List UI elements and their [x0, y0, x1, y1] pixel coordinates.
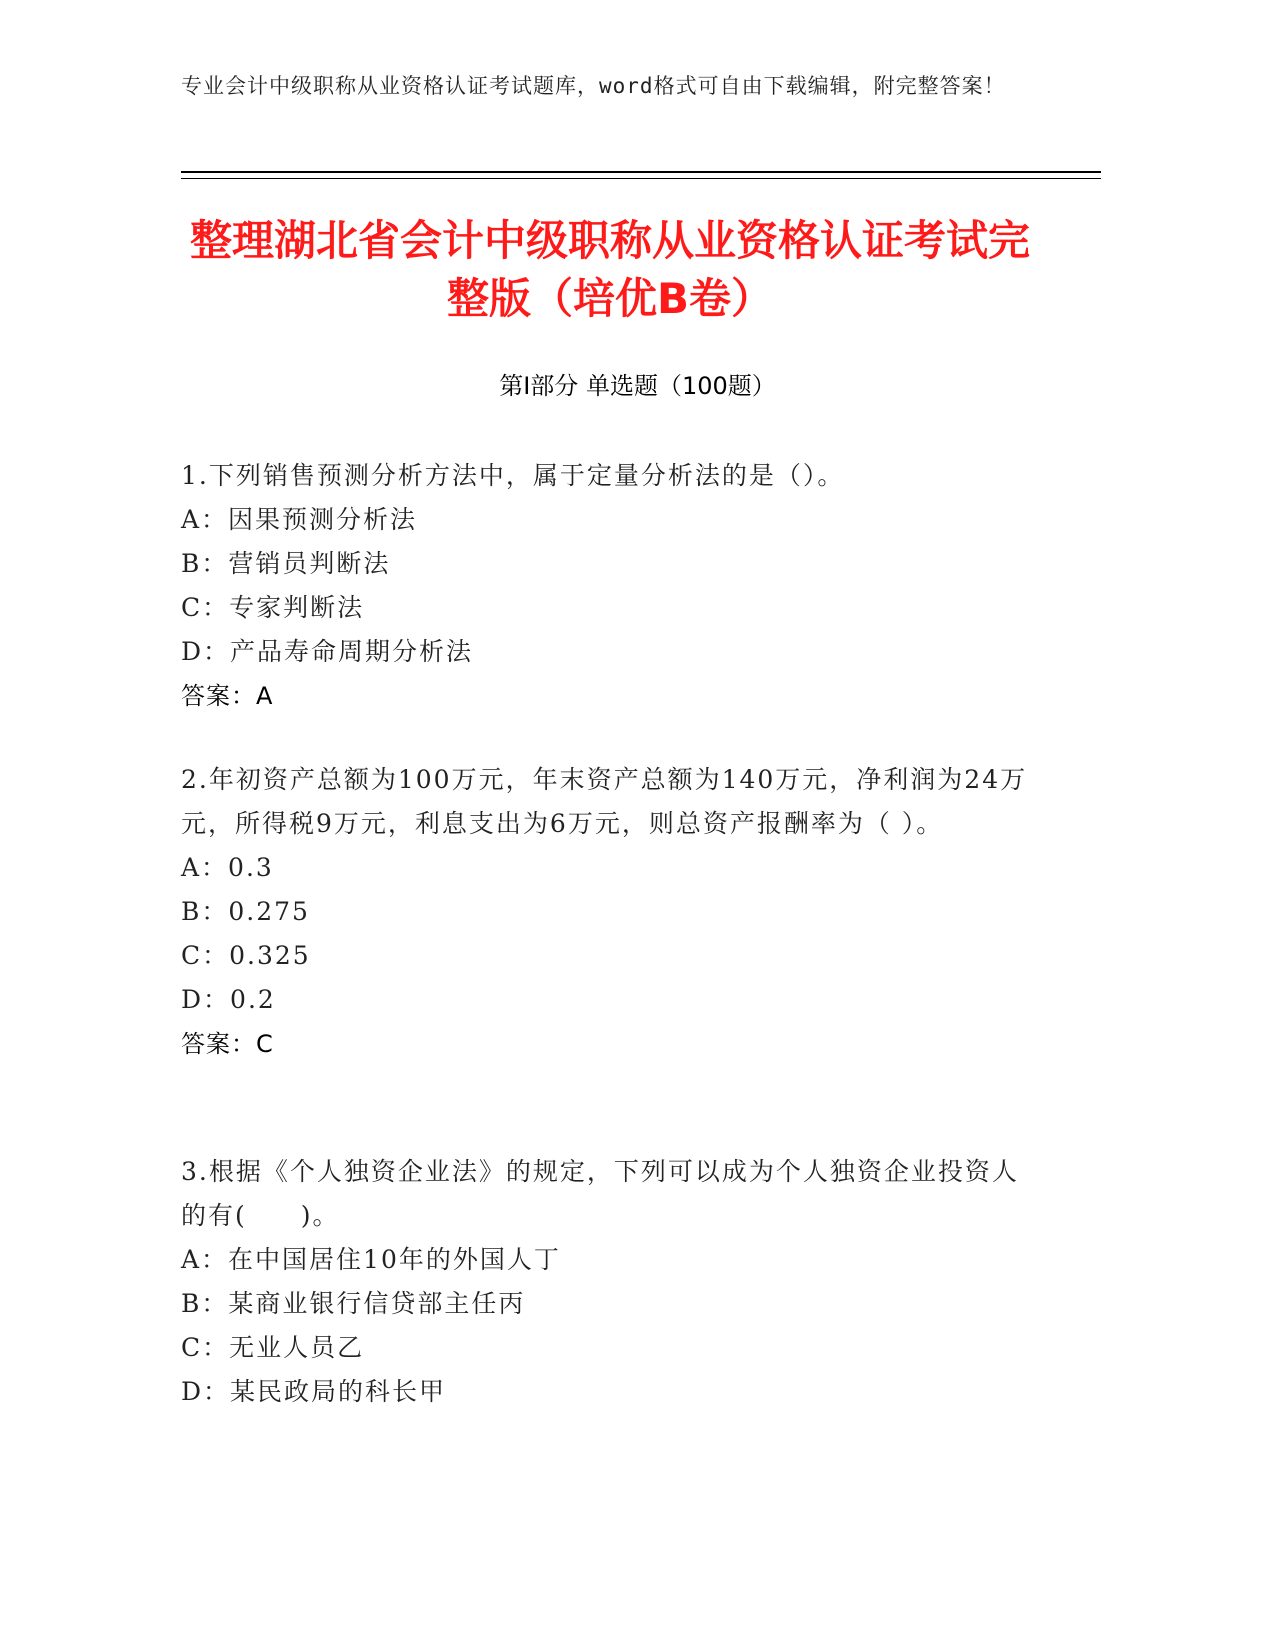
option-b: B：某商业银行信贷部主任丙	[181, 1289, 526, 1318]
header-note: 专业会计中级职称从业资格认证考试题库，word格式可自由下载编辑，附完整答案！	[181, 74, 1006, 98]
question-stem: 3.根据《个人独资企业法》的规定，下列可以成为个人独资企业投资人的有( )。	[181, 1157, 1019, 1230]
section-title: 第I部分 单选题（100题）	[499, 372, 776, 400]
question-3	[181, 1150, 1031, 1414]
question-stem: 2.年初资产总额为100万元，年末资产总额为140万元，净利润为24万元，所得税9万元，利息支出为6万元，则总资产报酬率为（ ）。	[181, 765, 1028, 838]
header-divider-thin	[181, 178, 1101, 179]
option-c: C：专家判断法	[181, 593, 365, 622]
question-1	[181, 454, 1031, 718]
question-2	[181, 758, 1031, 1066]
option-d: D：产品寿命周期分析法	[181, 637, 474, 666]
option-d: D：某民政局的科长甲	[181, 1377, 447, 1406]
answer: 答案：C	[181, 1030, 274, 1058]
header-divider-thick	[181, 171, 1101, 173]
option-c: C：0.325	[181, 941, 311, 970]
option-d: D：0.2	[181, 985, 276, 1014]
answer: 答案：A	[181, 682, 274, 710]
option-a: A：0.3	[181, 853, 274, 882]
option-a: A：在中国居住10年的外国人丁	[181, 1245, 561, 1274]
document-title: 整理湖北省会计中级职称从业资格认证考试完整版（培优B卷）	[189, 216, 1030, 323]
option-a: A：因果预测分析法	[181, 505, 418, 534]
option-c: C：无业人员乙	[181, 1333, 365, 1362]
question-stem: 1.下列销售预测分析方法中，属于定量分析法的是（）。	[181, 461, 845, 490]
option-b: B：0.275	[181, 897, 310, 926]
option-b: B：营销员判断法	[181, 549, 391, 578]
